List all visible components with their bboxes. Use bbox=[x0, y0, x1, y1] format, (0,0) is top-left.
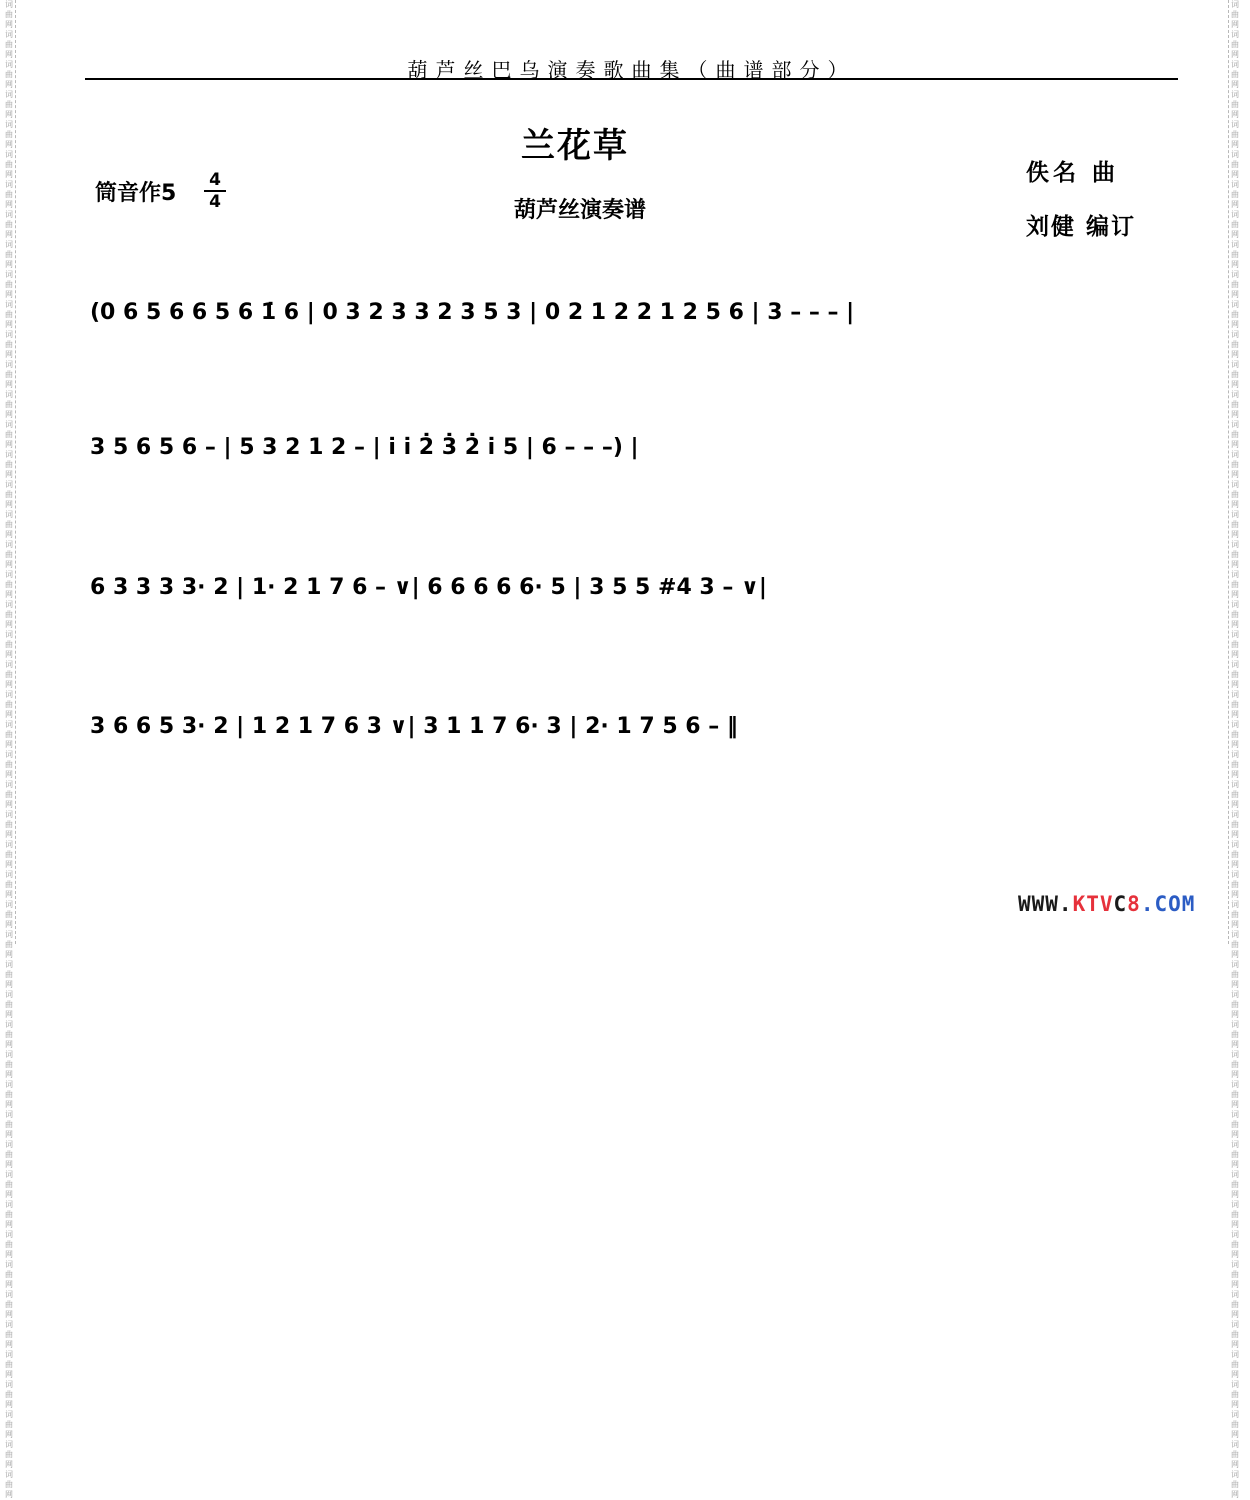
header-rule bbox=[85, 78, 1178, 80]
song-title: 兰花草 bbox=[521, 126, 629, 166]
score-row-2-notes: 3 5 6 5 6 – | 5 3 2 1 2 – | i̇ i̇ 2̇ 3̇ 2̇ i̇ 5 | 6 – – –) | bbox=[90, 435, 639, 460]
time-signature-bottom: 4 bbox=[209, 192, 221, 212]
score-row-1-notes: (0 6 5 6 6 5 6 1̇ 6 | 0 3 2 3 3 2 3 5 3 | 0 2 1 2 2 1 2 5 6 | 3 – – – | bbox=[90, 300, 855, 325]
song-subtitle: 葫芦丝演奏谱 bbox=[513, 198, 646, 223]
watermark-part-3: C bbox=[1113, 892, 1128, 916]
score-row-4 bbox=[90, 714, 1170, 774]
collection-header: 葫芦丝巴乌演奏歌曲集（曲谱部分） bbox=[407, 58, 856, 82]
watermark-part-1: WWW. bbox=[1018, 892, 1073, 916]
score-row-3-notes: 6 3 3 3 3· 2 | 1· 2 1 7 6 – ∨| 6 6 6 6 6· 5 | 3 5 5 #4 3 – ∨| bbox=[90, 575, 767, 600]
score-row-3 bbox=[90, 575, 1170, 635]
score-row-1 bbox=[90, 300, 1170, 360]
watermark-part-4: 8 bbox=[1127, 892, 1141, 916]
score-row-2 bbox=[90, 435, 1170, 495]
watermark-part-5: .COM bbox=[1140, 892, 1196, 916]
site-watermark bbox=[1018, 892, 1195, 916]
key-signature: 筒音作5 bbox=[95, 181, 177, 206]
composer-credit: 佚名 曲 bbox=[1026, 160, 1120, 186]
watermark-part-2: KTV bbox=[1072, 892, 1114, 916]
arranger-credit: 刘健 编订 bbox=[1026, 214, 1137, 240]
score-row-4-notes: 3 6 6 5 3· 2 | 1 2 1 7 6 3 ∨| 3 1 1 7 6· 3 | 2· 1 7 5 6 – ‖ bbox=[90, 714, 738, 739]
right-margin-stamp: 词曲网词曲网词曲网词曲网词曲网词曲网词曲网词曲网词曲网词曲网词曲网词曲网词曲网词曲网词曲网词曲网词曲网词曲网词曲网词曲网词曲网词曲网词曲网词曲网词曲网词曲网词曲网词曲网词曲网词曲网词曲网词曲网词曲网词曲网词曲网词曲网词曲网词曲网词曲网词曲网词曲网词曲网词曲网词曲网词曲网词曲网词曲网词曲网词曲网词曲网 bbox=[1228, 0, 1241, 944]
time-signature-top: 4 bbox=[209, 170, 221, 190]
left-margin-stamp: 词曲网词曲网词曲网词曲网词曲网词曲网词曲网词曲网词曲网词曲网词曲网词曲网词曲网词曲网词曲网词曲网词曲网词曲网词曲网词曲网词曲网词曲网词曲网词曲网词曲网词曲网词曲网词曲网词曲网词曲网词曲网词曲网词曲网词曲网词曲网词曲网词曲网词曲网词曲网词曲网词曲网词曲网词曲网词曲网词曲网词曲网词曲网词曲网词曲网词曲网 bbox=[3, 0, 16, 944]
time-signature bbox=[204, 171, 226, 211]
